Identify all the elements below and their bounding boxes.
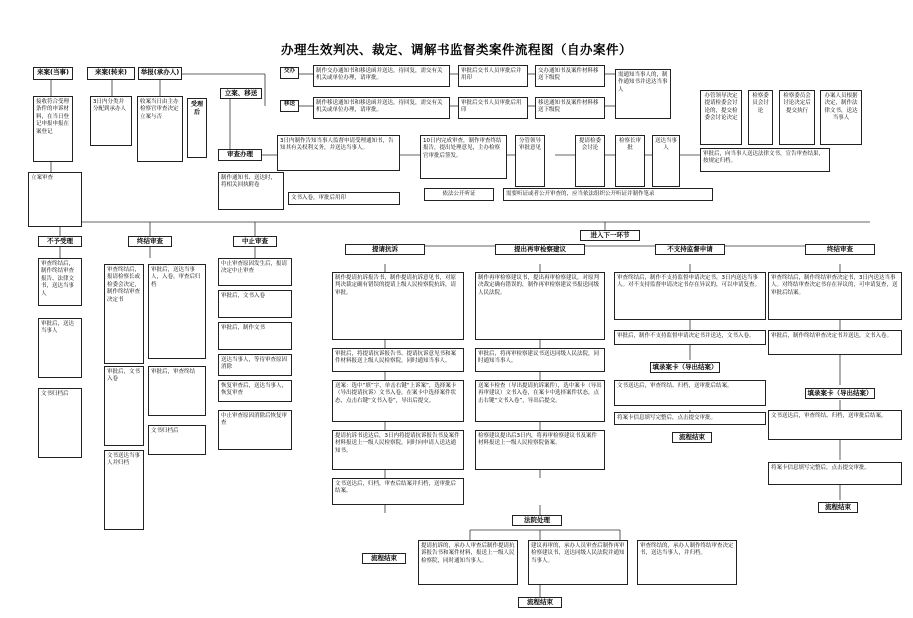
notice-sub-b: 文书入卷，审批后用印 — [288, 192, 400, 205]
notify-right-box: 需通知当事人的，制作通知书并送达当事人 — [615, 69, 671, 119]
source-desc-1: 接收符合受理条件的申诉材料，在当日登记申报申报在案登记 — [33, 96, 73, 162]
c3-step-d: 送达当事人，等待审查原因消除 — [218, 354, 292, 376]
next-step-box: 进入下一环节 — [580, 230, 640, 241]
c2-step-e: 文书送达当事人并归档 — [104, 450, 144, 530]
o1-step-c: 送案：选中“填”字，单击右键“上诉案”，选择案卡（导出提请抗诉）文书入卷，在案卡中选择案件状态，点击右键“文书入卷”，导出后提交。 — [332, 380, 464, 422]
top-right-b: 检察委员会讨论 — [748, 90, 773, 145]
source-desc-2: 3日内分类并分配到承办人 — [90, 96, 132, 146]
o4-step-c: 填录案卡（导出结案） — [805, 388, 875, 399]
col-step-4: 送达当事人 — [652, 135, 680, 187]
o3-step-b: 审批后，制作不支持监督申请决定书并送达，文书入卷。 — [614, 330, 766, 345]
public-hearing-note: 需要听证或者公开审查的，应当依法组织公开听证并制作笔录 — [503, 188, 713, 201]
end-box-4: 流程结束 — [818, 502, 858, 513]
source-box-3: 举报(承办人) — [138, 67, 182, 80]
o3-step-d: 文书送达后，审查终结、归档，送审批后结案。 — [614, 380, 766, 406]
top-right-a: 办管领导决定提请检委会讨论的，提交检委会讨论决定 — [700, 90, 742, 145]
outcome-3: 不支持监督申请 — [655, 244, 725, 255]
source-box-1: 来案(当事) — [33, 67, 73, 80]
branch1-step-b: 审批后交书人员审批后并用印 — [458, 65, 528, 87]
col-step-1: 分管领导审批意见 — [515, 135, 545, 187]
source-desc-3: 收案当日由主办检察官审查决定立案与否 — [137, 96, 183, 162]
col-header-2: 终结审查 — [128, 236, 172, 247]
o2-step-e: 法院处理 — [512, 515, 562, 526]
o1-step-b: 审批后，将提请抗诉报告书、提请抗诉意见书和案件材料报送上级人民检察院，同时通知当事人。 — [332, 348, 464, 372]
c3-step-c: 审批后，制作文书 — [218, 322, 292, 350]
handoff-zb: 移送 — [280, 100, 299, 112]
o1-step-e: 文书送达后，归档，审查后结案并归档，送审批后结案。 — [332, 478, 464, 505]
c3-step-f: 中止审查原因消除后恢复审查 — [218, 410, 292, 450]
outcome-2: 提出再审检察建议 — [495, 244, 585, 255]
c2-end-note: 文书归档后 — [148, 425, 206, 455]
bottom-box-2: 建议再审的，承办人员审查后制作再审检察建议书，送达同级人民法院并通知当事人。 — [528, 540, 628, 585]
left-register-box: 立案审查 — [28, 172, 82, 227]
end-box-3: 流程结束 — [672, 432, 712, 443]
accept-vertical-box: 受理后 — [187, 98, 207, 158]
c2-step-c: 审批后，文书入卷 — [104, 366, 144, 446]
o2-step-b: 审批后，将再审检察建议书送达同级人民法院，同时通知当事人。 — [475, 348, 605, 372]
col-header-1: 不予受理 — [38, 236, 82, 247]
o4-step-b: 审批后，制作终结审查决定书并送达，文书入卷。 — [768, 330, 902, 355]
o4-step-e: 将案卡信息填写完整后，点击提交审批。 — [768, 462, 902, 485]
handoff-xx: 交办 — [280, 67, 299, 79]
source-box-2: 来案(转来) — [87, 67, 135, 80]
branch1-step-c: 交办通知书及案件材料移送下级院 — [535, 65, 605, 87]
o2-step-c: 送案卡检查（导出提请抗诉案件），选中案卡（导出再审建议）文书入卷，在案卡中选择案件状态，点击右键“文书入卷”，导出后提交。 — [475, 380, 605, 422]
end-box-1: 流程结束 — [362, 553, 406, 564]
top-right-c: 检察委员会讨论决定后提交执行 — [779, 90, 815, 145]
handling-label: 审查办理 — [218, 149, 262, 161]
outcome-1: 提请抗诉 — [345, 244, 425, 255]
branch2-step-b: 审批后交书人员审批后用印 — [458, 97, 528, 119]
top-right-d: 办案人员根据决定，制作法律文书，送达当事人 — [820, 90, 862, 145]
c3-step-e: 恢复审查后，送达当事人，恢复审查 — [218, 380, 292, 402]
top-right-note: 审批后，向当事人送达法律文书，宣告审查结果，按规定归档。 — [700, 148, 830, 172]
o1-step-a: 制作提请抗诉报告书，制作提请抗诉意见书，对原判决裁定确有错误的提请上级人民检察院抗诉，请审批。 — [332, 272, 464, 340]
review-label: 立案、移送 — [220, 88, 262, 99]
o2-step-d: 检察建议提出后3日内，将再审检察建议书及案件材料报送上一级人民检察院备案。 — [475, 430, 605, 470]
outcome-4: 终结审查 — [805, 244, 875, 255]
branch2-step-c: 移送通知书及案件材料移送下级院 — [535, 97, 605, 119]
public-hearing-box: 依法公开听证 — [424, 188, 494, 201]
c3-step-b: 审批后，文书入卷 — [218, 290, 292, 318]
o4-step-d: 文书送达后，审查终结、归档，送审批后结案。 — [768, 410, 902, 440]
diagram-title: 办理生效判决、裁定、调解书监督类案件流程图（自办案件） — [280, 42, 632, 57]
o2-step-a: 制作再审检察建议书，提出再审检察建议，对原判决裁定确有错误的，制作再审检察建议书报送同级人民法院。 — [475, 272, 605, 340]
end-box-2: 流程结束 — [518, 597, 562, 608]
c3-step-a: 中止审查原因发生后，报请决定中止审查 — [218, 258, 292, 286]
c2-step-d: 审批后，审查终结 — [148, 366, 206, 416]
o3-step-e: 将案卡信息填写完整后，点击提交审批。 — [614, 412, 766, 425]
col-step-3: 检察长审批 — [615, 135, 645, 187]
o3-step-a: 审查终结后，制作不支持监督申请决定书，3日内送达当事人。对不支持监督申请决定书存在异议的，可以申请复查。 — [614, 272, 766, 320]
c1-step-c: 文书归档后 — [38, 388, 82, 458]
o1-step-d: 提请抗诉书送达后，3日内将提请抗诉报告书及案件材料报送上一级人民检察院，同时向申请人送达通知书。 — [332, 430, 464, 470]
c1-step-b: 审批后，送达当事人 — [38, 318, 82, 378]
bottom-box-3: 审查终结的，承办人制作终结审查决定书，送达当事人，并归档。 — [637, 540, 737, 585]
o3-step-c: 填录案卡（导出结案） — [650, 362, 720, 373]
c2-step-a: 审查终结后，报请检察长或检委会决定，制作终结审查决定书 — [104, 264, 144, 364]
col-step-2: 提请检委会讨论 — [575, 135, 605, 187]
c1-step-a: 审查终结后，制作终结审查报告、法律文书，送达当事人 — [38, 258, 82, 306]
col-header-3: 中止审查 — [233, 236, 277, 247]
c2-step-b: 审批后，送达当事人，入卷，审查后归档 — [148, 264, 206, 359]
branch2-step-a: 制作移送通知书和移送函并送达，待回复，需交有关机关或单位办理，请审批。 — [313, 97, 450, 119]
o4-step-a: 审查终结后，制作终结审查决定书，3日内送达当事人。对终结审查决定书存在异议的，可申请复查，送审批后结案。 — [768, 272, 902, 320]
bottom-box-1: 提请抗诉的，承办人审查后制作提请抗诉报告书和案件材料，报送上一级人民检察院，同时通知当事人。 — [418, 540, 518, 585]
ten-day-box: 10日内完成审查，制作审查终结报告，提出处理意见，主办检察官审批后签发。 — [420, 135, 507, 179]
notice-sub-a: 制作通知书、送达时，将相关回执附卷 — [218, 172, 284, 210]
notice-intake-box: 3日内制作告知当事人监督申请受理通知书，告知其有关权利义务，并送达当事人。 — [277, 135, 400, 171]
branch1-step-a: 制作交办通知书和移送函并送达，待回复，需交有关机关或单位办理，请审批。 — [313, 65, 450, 87]
